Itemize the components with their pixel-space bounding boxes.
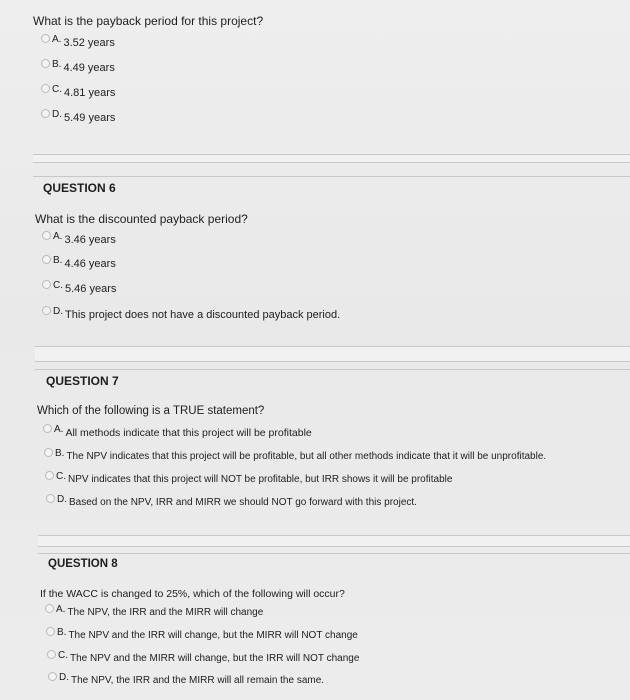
question-5-text: What is the payback period for this project?	[33, 14, 264, 28]
section-band	[35, 346, 630, 361]
section-band	[38, 535, 630, 546]
q5-option-d[interactable]	[41, 109, 116, 124]
q8-option-b[interactable]	[46, 627, 358, 641]
q5-option-b[interactable]	[41, 59, 115, 74]
question-6-heading: QUESTION 6	[43, 181, 116, 195]
option-text: 3.52 years	[63, 37, 115, 49]
option-letter: C.	[56, 471, 66, 482]
question-7-heading: QUESTION 7	[46, 374, 119, 388]
option-text: All methods indicate that this project will be profitable	[65, 427, 312, 439]
option-text: The NPV and the IRR will change, but the MIRR will NOT change	[68, 630, 358, 641]
option-text: The NPV, the IRR and the MIRR will all remain the same.	[71, 675, 325, 686]
divider	[38, 535, 630, 536]
option-letter: D.	[53, 306, 63, 317]
divider	[33, 162, 630, 163]
radio-button[interactable]	[42, 280, 51, 289]
q5-option-a[interactable]	[41, 34, 115, 49]
option-text: 5.49 years	[64, 112, 116, 124]
divider	[33, 154, 630, 155]
divider	[38, 553, 630, 554]
question-7-text: Which of the following is a TRUE statement?	[37, 405, 265, 417]
q8-option-a[interactable]	[45, 604, 264, 618]
option-letter: B.	[52, 59, 62, 70]
q6-option-a[interactable]	[42, 231, 116, 246]
q8-option-d[interactable]	[48, 672, 325, 686]
option-letter: A.	[54, 424, 64, 435]
option-letter: A.	[53, 231, 63, 242]
divider	[38, 546, 630, 547]
radio-button[interactable]	[42, 255, 51, 264]
option-text: The NPV indicates that this project will be profitable, but all other methods indicate that it will be unprofitable.	[66, 451, 547, 462]
divider	[33, 176, 630, 177]
radio-button[interactable]	[48, 672, 57, 681]
radio-button[interactable]	[42, 231, 51, 240]
radio-button[interactable]	[42, 306, 51, 315]
radio-button[interactable]	[43, 424, 52, 433]
option-text: 3.46 years	[64, 234, 116, 246]
question-6-text: What is the discounted payback period?	[35, 212, 248, 226]
q6-option-b[interactable]	[42, 255, 116, 270]
option-text: Based on the NPV, IRR and MIRR we should NOT go forward with this project.	[69, 497, 417, 508]
q6-option-c[interactable]	[42, 280, 117, 295]
option-letter: C.	[53, 280, 63, 291]
q7-option-d[interactable]	[46, 494, 417, 508]
divider	[35, 361, 630, 362]
divider	[35, 369, 630, 370]
q6-option-d[interactable]	[42, 306, 341, 321]
option-letter: D.	[59, 672, 69, 683]
radio-button[interactable]	[46, 494, 55, 503]
radio-button[interactable]	[41, 34, 50, 43]
option-letter: C.	[58, 650, 68, 661]
option-letter: B.	[55, 448, 65, 459]
option-letter: D.	[52, 109, 62, 120]
option-text: The NPV and the MIRR will change, but the IRR will NOT change	[70, 653, 360, 664]
option-text: This project does not have a discounted payback period.	[65, 309, 341, 321]
option-text: The NPV, the IRR and the MIRR will change	[67, 607, 264, 618]
divider	[35, 346, 630, 347]
q7-option-a[interactable]	[43, 424, 312, 439]
radio-button[interactable]	[41, 109, 50, 118]
q7-option-c[interactable]	[45, 471, 453, 485]
option-text: NPV indicates that this project will NOT be profitable, but IRR shows it will be profitable	[68, 474, 453, 485]
radio-button[interactable]	[46, 627, 55, 636]
q7-option-b[interactable]	[44, 448, 547, 462]
option-letter: B.	[53, 255, 63, 266]
question-8-text: If the WACC is changed to 25%, which of the following will occur?	[40, 588, 345, 600]
option-letter: D.	[57, 494, 67, 505]
radio-button[interactable]	[45, 471, 54, 480]
option-letter: B.	[57, 627, 67, 638]
option-letter: A.	[56, 604, 66, 615]
radio-button[interactable]	[41, 59, 50, 68]
option-letter: A.	[52, 34, 62, 45]
q8-option-c[interactable]	[47, 650, 360, 664]
option-text: 4.81 years	[64, 87, 116, 99]
question-8-heading: QUESTION 8	[48, 558, 118, 570]
radio-button[interactable]	[47, 650, 56, 659]
radio-button[interactable]	[44, 448, 53, 457]
option-text: 4.49 years	[63, 62, 115, 74]
option-text: 4.46 years	[64, 258, 116, 270]
section-band	[33, 154, 630, 162]
radio-button[interactable]	[45, 604, 54, 613]
option-letter: C.	[52, 84, 62, 95]
option-text: 5.46 years	[65, 283, 117, 295]
q5-option-c[interactable]	[41, 84, 116, 99]
radio-button[interactable]	[41, 84, 50, 93]
